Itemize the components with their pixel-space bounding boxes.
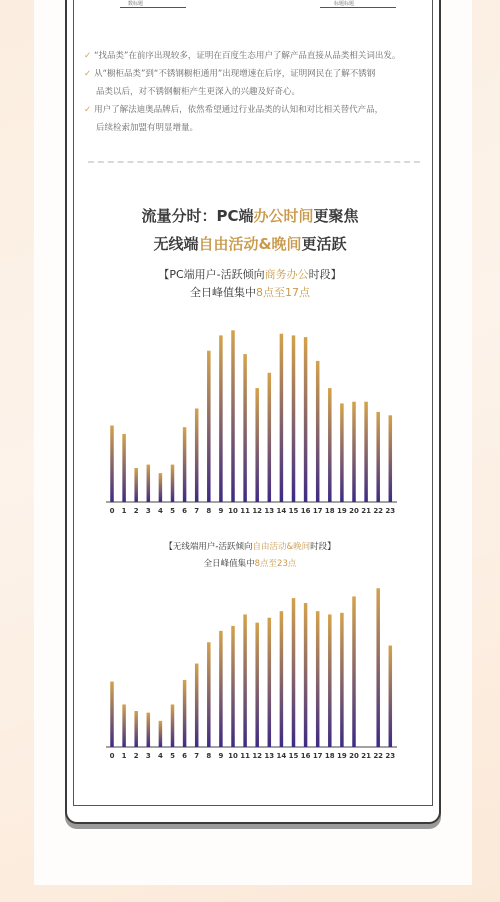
check-icon: ✓: [84, 51, 92, 61]
x-tick-label: 3: [145, 507, 151, 515]
insight-item: ✓ “找品类”在前序出现较多，证明在百度生态用户了解产品直接从品类相关词出发。: [84, 51, 401, 61]
x-tick-label: 16: [300, 507, 311, 515]
x-tick-label: 11: [240, 507, 250, 515]
x-tick-label: 9: [218, 507, 224, 515]
x-tick-label: 14: [276, 752, 287, 760]
x-tick-label: 3: [145, 752, 151, 760]
top-left-divider: [120, 7, 186, 8]
bar-hour-11: [243, 614, 247, 747]
x-tick-label: 11: [240, 752, 250, 760]
x-tick-label: 8: [206, 752, 212, 760]
bar-hour-20: [352, 596, 356, 747]
bar-hour-10: [231, 330, 235, 502]
bar-hour-4: [159, 721, 163, 747]
x-tick-label: 23: [385, 507, 396, 515]
bar-hour-0: [110, 682, 114, 747]
x-tick-label: 13: [264, 752, 275, 760]
bar-hour-22: [376, 588, 380, 747]
bar-hour-17: [316, 611, 320, 747]
x-tick-label: 10: [228, 752, 238, 760]
bar-hour-16: [304, 603, 308, 747]
x-tick-label: 12: [252, 507, 263, 515]
bar-hour-13: [268, 373, 272, 502]
x-tick-label: 4: [157, 752, 163, 760]
x-tick-label: 7: [194, 507, 200, 515]
x-tick-label: 8: [206, 507, 212, 515]
x-tick-label: 21: [361, 507, 371, 515]
top-right-label: 标题标题: [334, 1, 355, 7]
bar-hour-8: [207, 642, 211, 747]
x-tick-label: 18: [324, 752, 335, 760]
bar-hour-9: [219, 631, 223, 747]
bar-hour-1: [122, 704, 126, 747]
x-tick-label: 1: [121, 752, 127, 760]
x-tick-label: 15: [288, 507, 299, 515]
x-tick-label: 9: [218, 752, 224, 760]
bar-hour-2: [134, 711, 138, 747]
check-icon: ✓: [84, 69, 92, 79]
x-tick-label: 17: [312, 507, 323, 515]
bar-hour-12: [255, 388, 259, 502]
bar-hour-3: [147, 465, 151, 502]
pc-hourly-bar-chart: [100, 315, 400, 520]
bar-hour-2: [134, 468, 138, 502]
x-tick-label: 18: [324, 507, 335, 515]
top-left-label: 数标题: [128, 1, 144, 7]
x-tick-label: 10: [228, 507, 238, 515]
x-tick-label: 23: [385, 752, 396, 760]
x-tick-label: 21: [361, 752, 371, 760]
x-tick-label: 5: [170, 507, 175, 515]
insight-list: [84, 47, 434, 137]
mobile-hourly-bar-chart: [100, 570, 400, 765]
bar-hour-11: [243, 354, 247, 502]
bar-hour-19: [340, 403, 344, 502]
x-tick-label: 17: [312, 752, 323, 760]
x-tick-label: 0: [109, 752, 115, 760]
bar-hour-17: [316, 361, 320, 502]
bar-hour-23: [389, 415, 393, 502]
x-tick-label: 16: [300, 752, 311, 760]
bar-hour-14: [280, 611, 284, 747]
x-tick-label: 12: [252, 752, 263, 760]
x-tick-label: 22: [373, 752, 384, 760]
bar-hour-21: [364, 402, 368, 502]
bar-hour-5: [171, 465, 175, 502]
insight-item: ✓ 用户了解法迪奥品牌后，依然希望通过行业品类的认知和对比相关替代产品，: [84, 105, 384, 115]
mobile-chart-subtitle: 【无线端用户-活跃倾向自由活动&晚间时段】: [164, 542, 336, 552]
check-icon: ✓: [84, 105, 92, 115]
x-tick-label: 6: [182, 752, 188, 760]
insight-item: ✓ 从“橱柜品类”到“不锈钢橱柜通用”出现增速在后序，证明网民在了解不锈钢: [84, 69, 376, 79]
pc-chart-peak-note: 全日峰值集中8点至17点: [190, 286, 310, 299]
x-tick-label: 2: [133, 752, 139, 760]
x-tick-label: 15: [288, 752, 299, 760]
bar-hour-16: [304, 337, 308, 502]
bar-hour-13: [268, 618, 272, 747]
section-heading-line2: 无线端自由活动&晚间更活跃: [153, 235, 347, 253]
bar-hour-18: [328, 614, 332, 747]
bar-hour-15: [292, 335, 296, 502]
bar-hour-9: [219, 335, 223, 502]
bar-hour-15: [292, 598, 296, 747]
bar-hour-7: [195, 664, 199, 747]
bar-hour-23: [389, 646, 393, 747]
x-tick-label: 6: [182, 507, 188, 515]
x-tick-label: 22: [373, 507, 384, 515]
bar-hour-12: [255, 623, 259, 747]
pc-chart-subtitle: 【PC端用户-活跃倾向商务办公时段】: [158, 268, 342, 281]
bar-hour-10: [231, 626, 235, 747]
bar-hour-6: [183, 680, 187, 747]
dashed-divider: [88, 161, 420, 163]
x-tick-label: 20: [349, 507, 359, 515]
section-heading-line1: 流量分时：PC端办公时间更聚焦: [141, 207, 359, 225]
bar-hour-3: [147, 713, 151, 747]
bar-hour-8: [207, 351, 211, 502]
top-right-divider: [320, 7, 396, 8]
insight-item-continued: 品类以后，对不锈钢橱柜产生更深入的兴趣及好奇心。: [96, 87, 301, 97]
x-tick-label: 13: [264, 507, 275, 515]
x-tick-label: 20: [349, 752, 359, 760]
mobile-chart-peak-note: 全日峰值集中8点至23点: [203, 559, 297, 569]
x-tick-label: 7: [194, 752, 200, 760]
bar-hour-22: [376, 412, 380, 502]
x-tick-label: 19: [337, 507, 347, 515]
bar-hour-6: [183, 427, 187, 502]
x-tick-label: 2: [133, 507, 139, 515]
bar-hour-0: [110, 426, 114, 503]
bar-hour-20: [352, 402, 356, 502]
bar-hour-1: [122, 434, 126, 502]
x-tick-label: 5: [170, 752, 175, 760]
bar-hour-19: [340, 613, 344, 747]
x-tick-label: 19: [337, 752, 347, 760]
insight-item-continued: 后续检索加盟有明显增量。: [96, 123, 199, 133]
bar-hour-7: [195, 409, 199, 503]
x-tick-label: 0: [109, 507, 115, 515]
x-tick-label: 14: [276, 507, 287, 515]
bar-hour-4: [159, 473, 163, 502]
bar-hour-5: [171, 704, 175, 747]
bar-hour-14: [280, 334, 284, 502]
x-tick-label: 1: [121, 507, 127, 515]
x-tick-label: 4: [157, 507, 163, 515]
bar-hour-18: [328, 388, 332, 502]
